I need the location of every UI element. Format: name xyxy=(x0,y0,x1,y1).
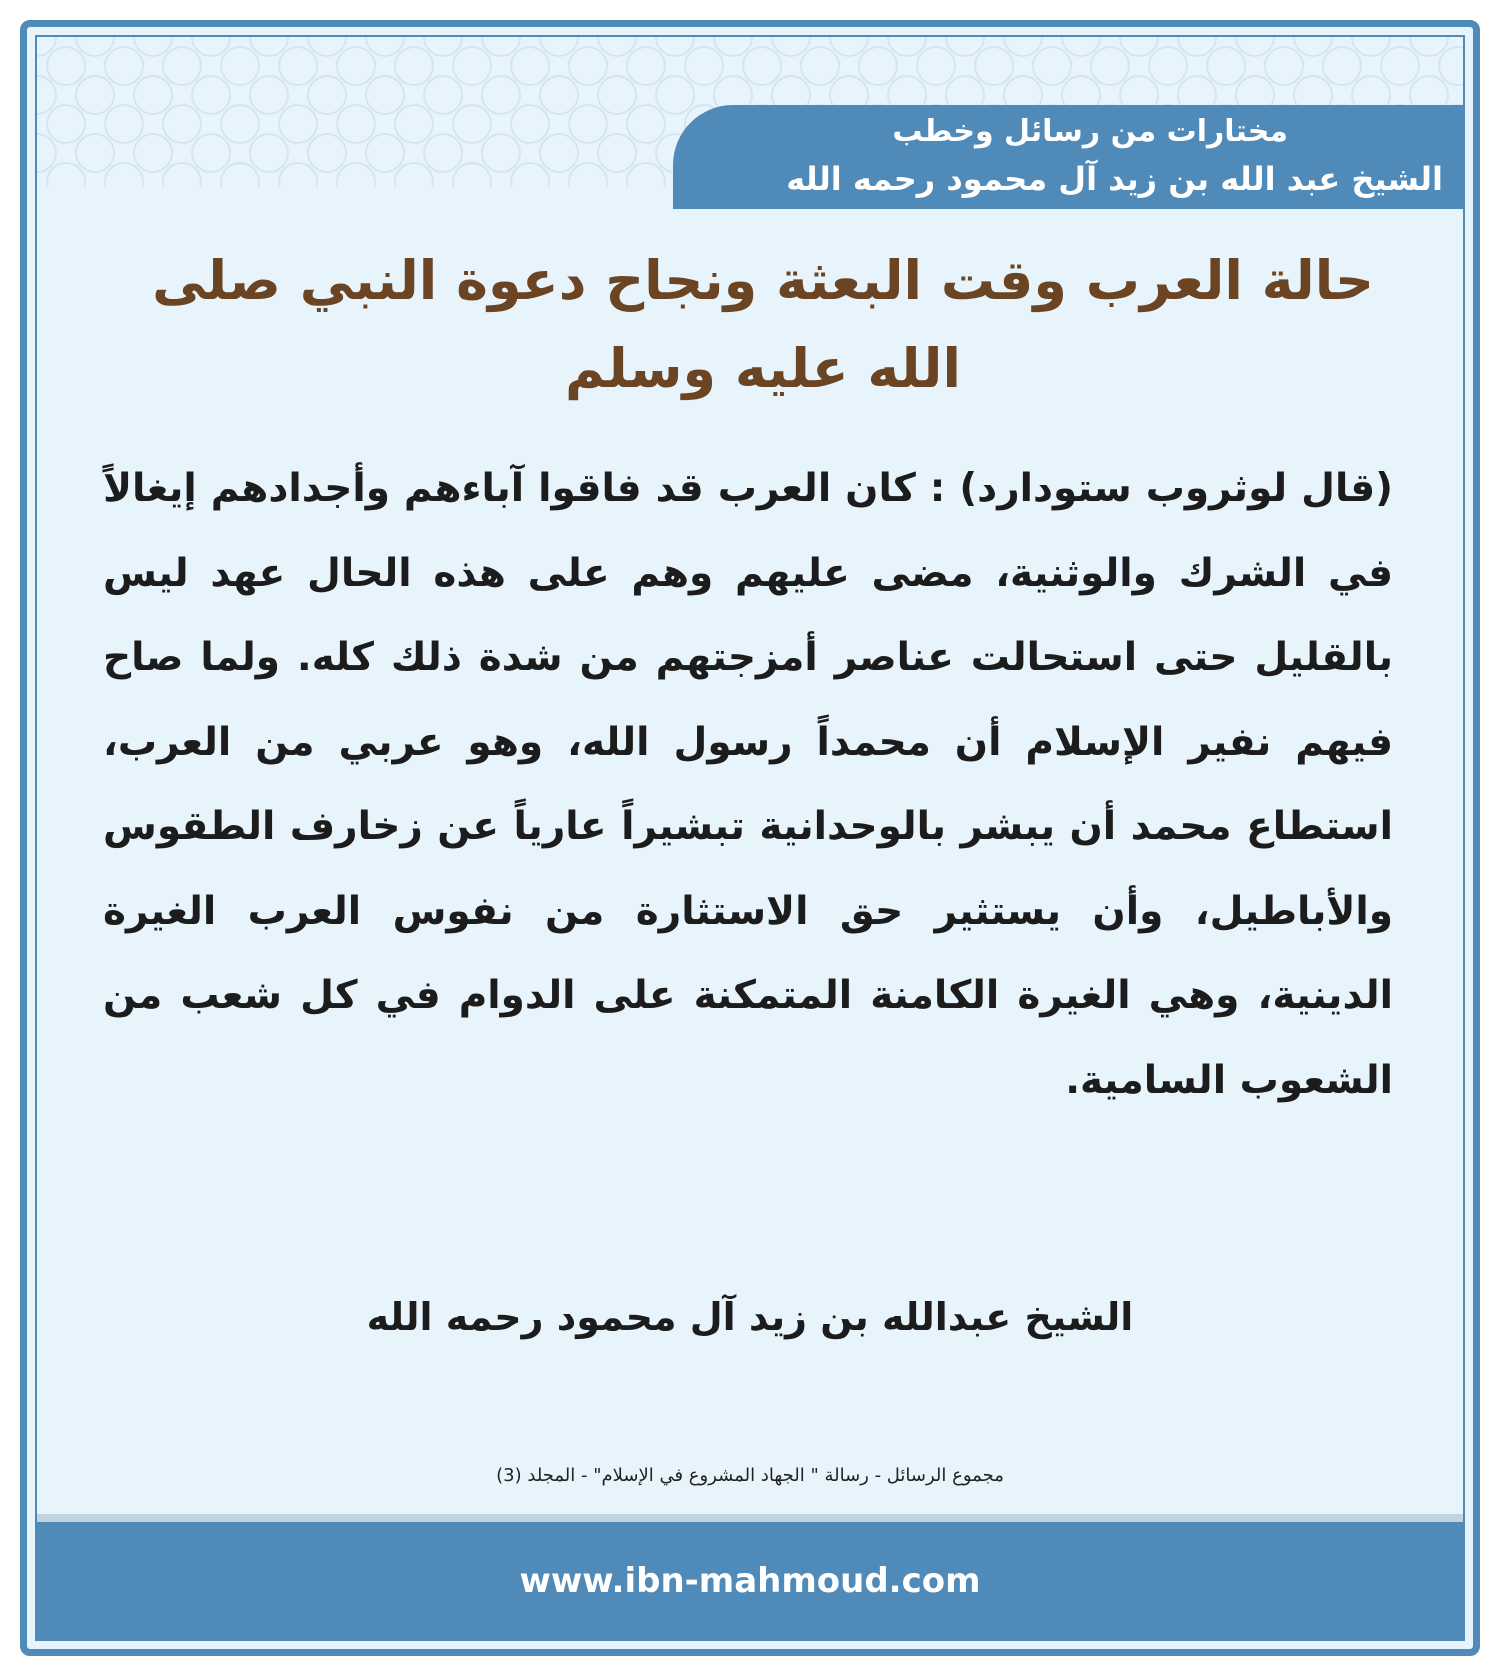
website-link[interactable]: www.ibn-mahmoud.com xyxy=(519,1560,981,1601)
page-title: حالة العرب وقت البعثة ونجاح دعوة النبي صلى الله عليه وسلم xyxy=(152,249,1374,400)
signature: الشيخ عبدالله بن زيد آل محمود رحمه الله xyxy=(366,1295,1134,1339)
header-series-title: مختارات من رسائل وخطب xyxy=(892,114,1288,149)
header-author: الشيخ عبد الله بن زيد آل محمود رحمه الله xyxy=(786,160,1443,198)
footer-divider xyxy=(37,1514,1463,1522)
card xyxy=(35,35,1465,1641)
footer-bar xyxy=(37,1522,1463,1639)
outer-frame xyxy=(20,20,1480,1656)
source-citation: مجموع الرسائل - رسالة " الجهاد المشروع في الإسلام" - المجلد (3) xyxy=(496,1465,1004,1486)
header-banner xyxy=(673,105,1463,209)
body-paragraph: (قال لوثروب ستودارد) : كان العرب قد فاقوا آباءهم وأجدادهم إيغالاً في الشرك والوثنية، مضى عليهم وهم على هذه الحال عهد ليس بالقليل حتى استحالت عناصر أمزجتهم من شدة ذلك كله. ولما صاح فيهم نفير الإسلام أن محمداً رسول الله، وهو عربي من العرب، استطاع محمد أن يبشر بالوحدانية تبشيراً عارياً عن زخارف الطقوس والأباطيل، وأن يستثير حق الاستثارة من نفوس العرب الغيرة الدينية، وهي الغيرة الكامنة المتمكنة على الدوام في كل شعب من الشعوب السامية. xyxy=(103,466,1393,1103)
